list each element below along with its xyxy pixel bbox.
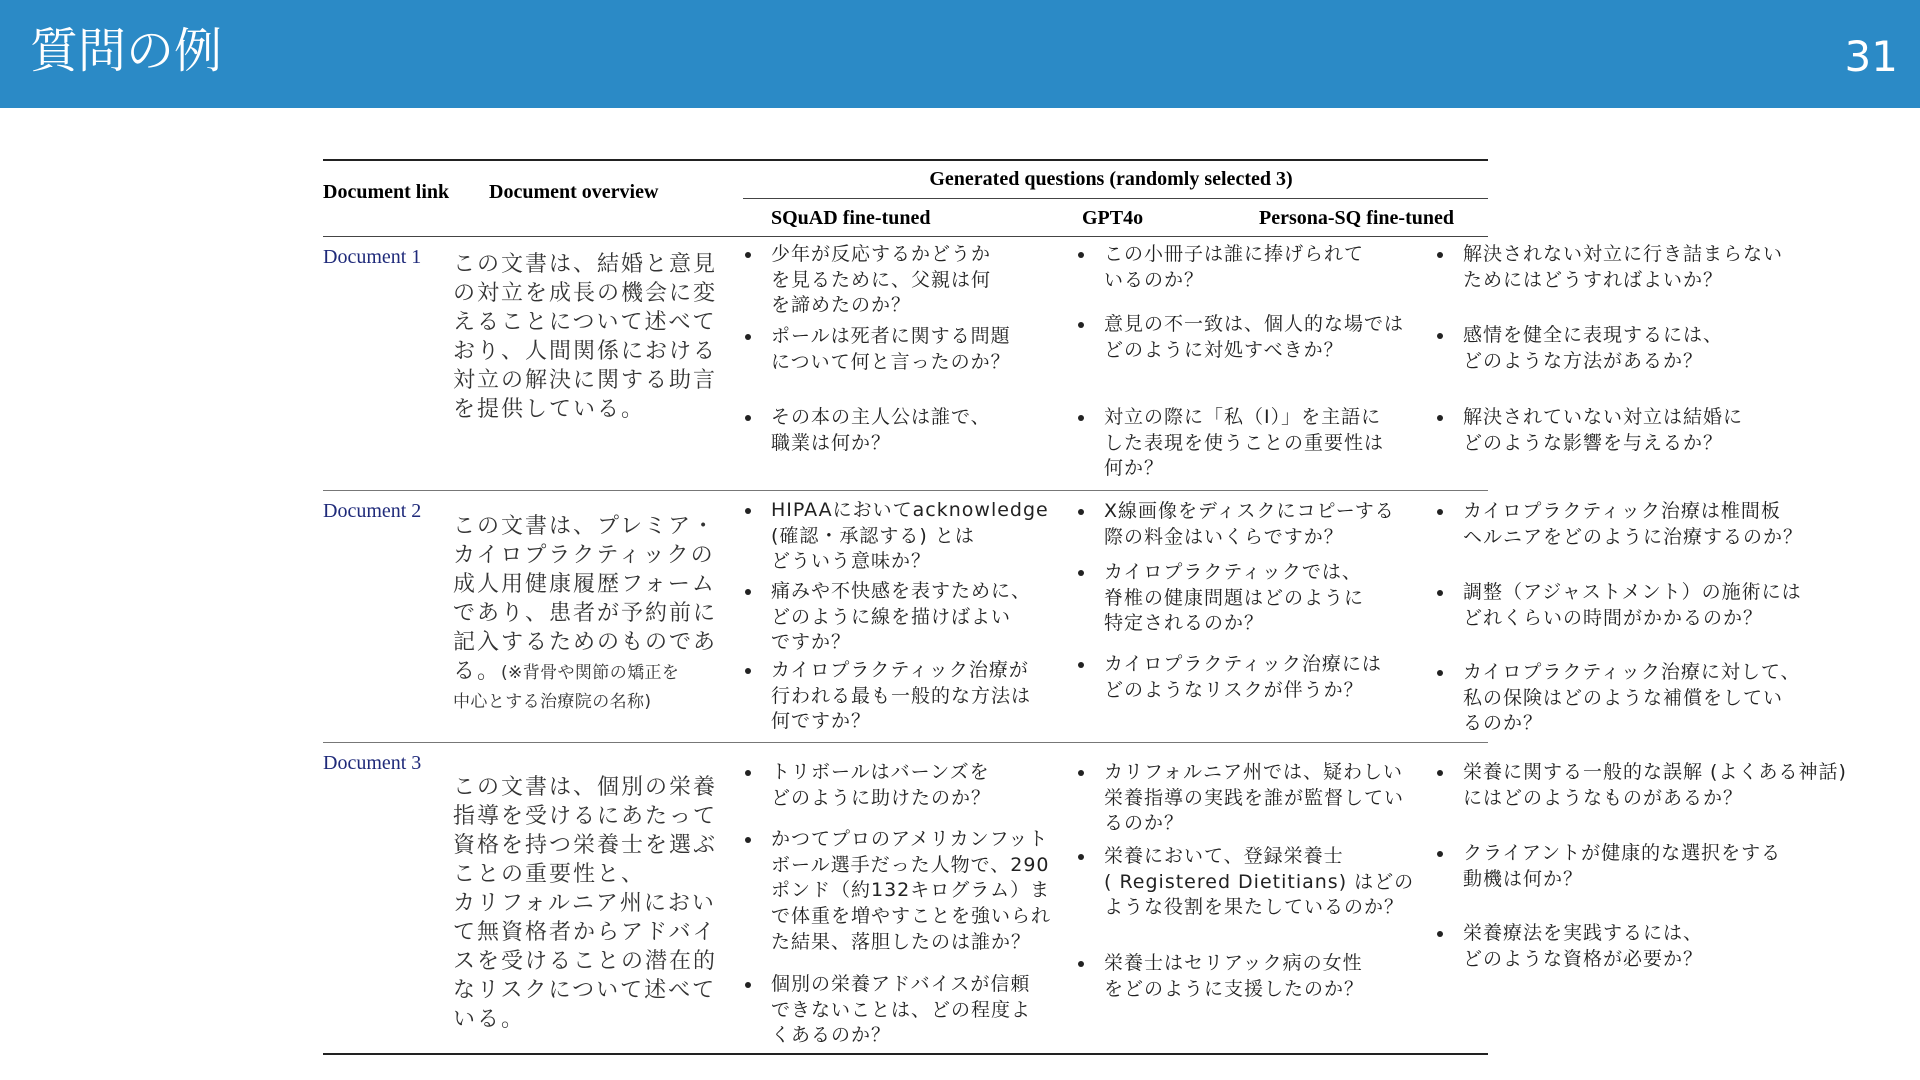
- question-text: カイロプラクティック治療に対して、 私の保険はどのような補償をしてい るのか？: [1463, 661, 1801, 735]
- page-number: 31: [1844, 32, 1898, 81]
- bullet-icon: [1437, 252, 1443, 258]
- question-text: HIPAAにおいてacknowledge (確認・承認する) とは どういう意味か？: [771, 499, 1049, 573]
- overview-text: この文書は、結婚と意見 の対立を成長の機会に変 えることについて述べて おり、人間関係における 対立の解決に関する助言 を提供している。: [453, 252, 718, 422]
- question-item: [745, 498, 1049, 575]
- table-header-rule: [323, 236, 1488, 237]
- question-item: [1437, 921, 1703, 972]
- bullet-icon: [1078, 415, 1084, 421]
- bullet-icon: [1437, 590, 1443, 596]
- overview-note: (※背骨や関節の矯正を 中心とする治療院の名称): [453, 663, 680, 712]
- question-text: 意見の不一致は、個人的な場では どのように対処すべきか？: [1104, 313, 1405, 361]
- generated-questions-rule: [743, 198, 1488, 199]
- question-item: [1437, 841, 1781, 892]
- question-text: 少年が反応するかどうか を見るために、父親は何 を諦めたのか？: [771, 243, 992, 317]
- bullet-icon: [1437, 415, 1443, 421]
- bullet-icon: [745, 837, 751, 843]
- header-squad: SQuAD fine-tuned: [771, 207, 931, 229]
- question-text: X線画像をディスクにコピーする 際の料金はいくらですか？: [1104, 500, 1395, 548]
- row-separator-1: [323, 490, 1488, 491]
- question-item: [1078, 499, 1395, 550]
- question-item: [745, 972, 1031, 1049]
- document-link: Document 2: [323, 500, 422, 522]
- question-text: 感情を健全に表現するには、 どのような方法があるか？: [1463, 324, 1724, 372]
- question-text: クライアントが健康的な選択をする 動機は何か？: [1463, 842, 1782, 890]
- question-item: [745, 827, 1051, 956]
- question-text: 栄養において、登録栄養士 ( Registered Dietitians) はどの ような役割を果たしているのか？: [1104, 845, 1415, 919]
- question-text: 解決されていない対立は結婚に どのような影響を与えるか？: [1463, 406, 1744, 454]
- question-text: カリフォルニア州では、疑わしい 栄養指導の実践を誰が監督してい るのか？: [1104, 761, 1405, 835]
- bullet-icon: [1437, 851, 1443, 857]
- header-gpt4o: GPT4o: [1082, 207, 1144, 229]
- bullet-icon: [1078, 322, 1084, 328]
- question-text: カイロプラクティック治療が 行われる最も一般的な方法は 何ですか？: [771, 659, 1032, 733]
- question-item: [1437, 405, 1743, 456]
- document-link: Document 1: [323, 246, 422, 268]
- question-item: [1078, 560, 1364, 637]
- bullet-icon: [1078, 662, 1084, 668]
- overview-text: この文書は、個別の栄養 指導を受けるにあたって 資格を持つ栄養士を選ぶ ことの重要性と、 カリフォルニア州におい て無資格者からアドバイ スを受けることの潜在的 なリスクについて述べて いる。: [453, 775, 718, 1032]
- question-item: [1437, 242, 1783, 293]
- question-item: [745, 242, 991, 319]
- header-persona-sq: Persona-SQ fine-tuned: [1259, 207, 1454, 229]
- question-item: [745, 324, 1011, 375]
- slide-title: 質問の例: [30, 23, 223, 79]
- question-text: 痛みや不快感を表すために、 どのように線を描けばよい ですか？: [771, 580, 1032, 654]
- bullet-icon: [745, 415, 751, 421]
- bullet-icon: [1437, 931, 1443, 937]
- question-item: [1437, 323, 1723, 374]
- question-item: [745, 579, 1031, 656]
- question-item: [1078, 405, 1384, 482]
- question-text: カイロプラクティック治療には どのようなリスクが伴うか？: [1104, 653, 1382, 701]
- bullet-icon: [1078, 570, 1084, 576]
- question-text: 対立の際に「私（I）」を主語に した表現を使うことの重要性は 何か？: [1104, 406, 1385, 480]
- question-text: かつてプロのアメリカンフット ボール選手だった人物で、290 ポンド（約132キログラム）ま で体重を増やすことを強いられ た結果、落胆したのは誰か？: [771, 828, 1052, 953]
- question-text: 個別の栄養アドバイスが信頼 できないことは、どの程度よ くあるのか？: [771, 973, 1032, 1047]
- question-item: [1078, 652, 1382, 703]
- document-overview: [453, 250, 717, 424]
- question-text: 栄養に関する一般的な誤解 (よくある神話) にはどのようなものがあるか？: [1463, 761, 1847, 809]
- document-link: Document 3: [323, 752, 422, 774]
- bullet-icon: [745, 668, 751, 674]
- bullet-icon: [1437, 670, 1443, 676]
- document-overview: [453, 773, 717, 1034]
- question-text: ポールは死者に関する問題 について何と言ったのか？: [771, 325, 1011, 373]
- bullet-icon: [1078, 509, 1084, 515]
- question-item: [745, 405, 991, 456]
- question-item: [745, 658, 1031, 735]
- question-item: [1078, 242, 1364, 293]
- header-generated-questions: Generated questions (randomly selected 3): [929, 168, 1293, 190]
- question-item: [1437, 580, 1802, 631]
- question-text: トリボールはバーンズを どのように助けたのか？: [771, 761, 992, 809]
- bullet-icon: [745, 589, 751, 595]
- question-text: 栄養士はセリアック病の女性 をどのように支援したのか？: [1104, 952, 1365, 1000]
- header-document-overview: Document overview: [489, 181, 659, 203]
- question-item: [1078, 951, 1364, 1002]
- bullet-icon: [1078, 854, 1084, 860]
- question-item: [1437, 660, 1801, 737]
- slide-header-bar: [0, 0, 1920, 108]
- bullet-icon: [1437, 509, 1443, 515]
- document-overview: [453, 512, 717, 715]
- question-text: 栄養療法を実践するには、 どのような資格が必要か？: [1463, 922, 1704, 970]
- question-text: 解決されない対立に行き詰まらない ためにはどうすればよいか？: [1463, 243, 1784, 291]
- question-item: [1437, 760, 1847, 811]
- question-text: 調整（アジャストメント）の施術には どれくらいの時間がかかるのか？: [1463, 581, 1802, 629]
- table-top-rule: [323, 159, 1488, 161]
- overview-text: この文書は、プレミア・ カイロプラクティックの 成人用健康履歴フォーム であり、患者が予約前に 記入するためのものであ る。: [453, 514, 718, 684]
- row-separator-2: [323, 742, 1488, 743]
- bullet-icon: [1078, 252, 1084, 258]
- question-item: [1078, 844, 1414, 921]
- bullet-icon: [745, 252, 751, 258]
- bullet-icon: [745, 770, 751, 776]
- bullet-icon: [745, 334, 751, 340]
- table-bottom-rule: [323, 1053, 1488, 1055]
- question-text: カイロプラクティックでは、 脊椎の健康問題はどのように 特定されるのか？: [1104, 561, 1365, 635]
- bullet-icon: [1437, 770, 1443, 776]
- question-text: その本の主人公は誰で、 職業は何か？: [771, 406, 991, 454]
- bullet-icon: [745, 982, 751, 988]
- bullet-icon: [1437, 333, 1443, 339]
- question-text: この小冊子は誰に捧げられて いるのか？: [1104, 243, 1365, 291]
- question-item: [1078, 312, 1404, 363]
- question-item: [1078, 760, 1404, 837]
- question-text: カイロプラクティック治療は椎間板 ヘルニアをどのように治療するのか？: [1463, 500, 1804, 548]
- bullet-icon: [1078, 961, 1084, 967]
- question-item: [1437, 499, 1803, 550]
- bullet-icon: [1078, 770, 1084, 776]
- question-item: [745, 760, 991, 811]
- header-document-link: Document link: [323, 181, 450, 203]
- bullet-icon: [745, 508, 751, 514]
